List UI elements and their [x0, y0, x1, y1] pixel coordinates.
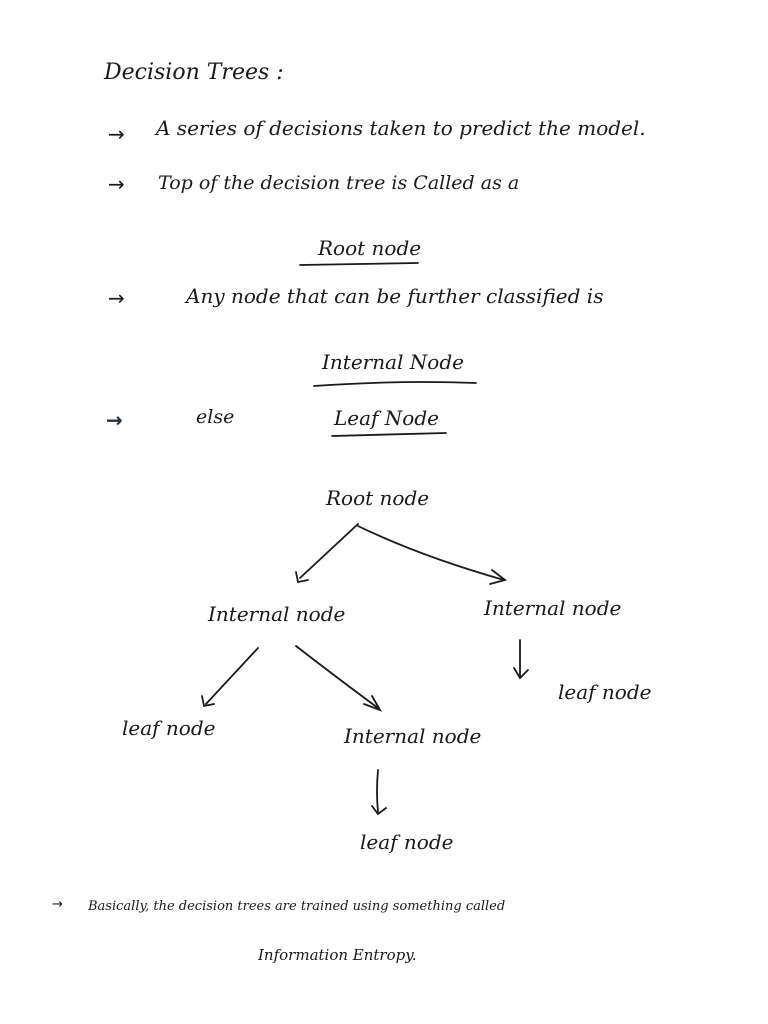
- underline-root: [300, 263, 418, 265]
- tree-root-node: Root node: [326, 486, 430, 510]
- edge-intm-leaf: [377, 770, 378, 812]
- heading-leaf-node: Leaf Node: [334, 406, 439, 430]
- edge-intl-leaf: [206, 648, 258, 704]
- tree-internal-node-left: Internal node: [208, 602, 346, 626]
- else-arrow-icon: →: [106, 408, 123, 432]
- bullet-definition: A series of decisions taken to predict the model.: [156, 116, 646, 140]
- footer-line-1: Basically, the decision trees are trained using something called: [88, 899, 506, 914]
- bullet-top-of-tree: Top of the decision tree is Called as a: [158, 172, 520, 194]
- underline-leaf: [332, 433, 446, 436]
- footer-arrow-icon: →: [52, 897, 63, 912]
- underline-internal: [314, 382, 476, 386]
- else-label: else: [196, 406, 235, 428]
- bullet-arrow-icon: →: [108, 122, 125, 146]
- edge-intr-leaf-arrowhead: [514, 668, 528, 678]
- footer-line-2: Information Entropy.: [258, 946, 417, 964]
- edge-intl-intm: [296, 646, 378, 708]
- edge-root-right: [358, 526, 504, 580]
- tree-internal-node-middle: Internal node: [344, 724, 482, 748]
- edge-intm-leaf-arrowhead: [372, 806, 386, 814]
- bullet-further-classified: Any node that can be further classified is: [186, 284, 604, 308]
- heading-root-node: Root node: [318, 236, 422, 260]
- bullet-arrow-icon: →: [108, 286, 125, 310]
- tree-leaf-node-right: leaf node: [558, 680, 652, 704]
- bullet-arrow-icon: →: [108, 172, 125, 196]
- edge-root-left: [300, 524, 358, 578]
- page-title: Decision Trees :: [104, 60, 284, 85]
- tree-leaf-node-bottom: leaf node: [360, 830, 454, 854]
- heading-internal-node: Internal Node: [322, 350, 464, 374]
- tree-internal-node-right: Internal node: [484, 596, 622, 620]
- tree-leaf-node-left: leaf node: [122, 716, 216, 740]
